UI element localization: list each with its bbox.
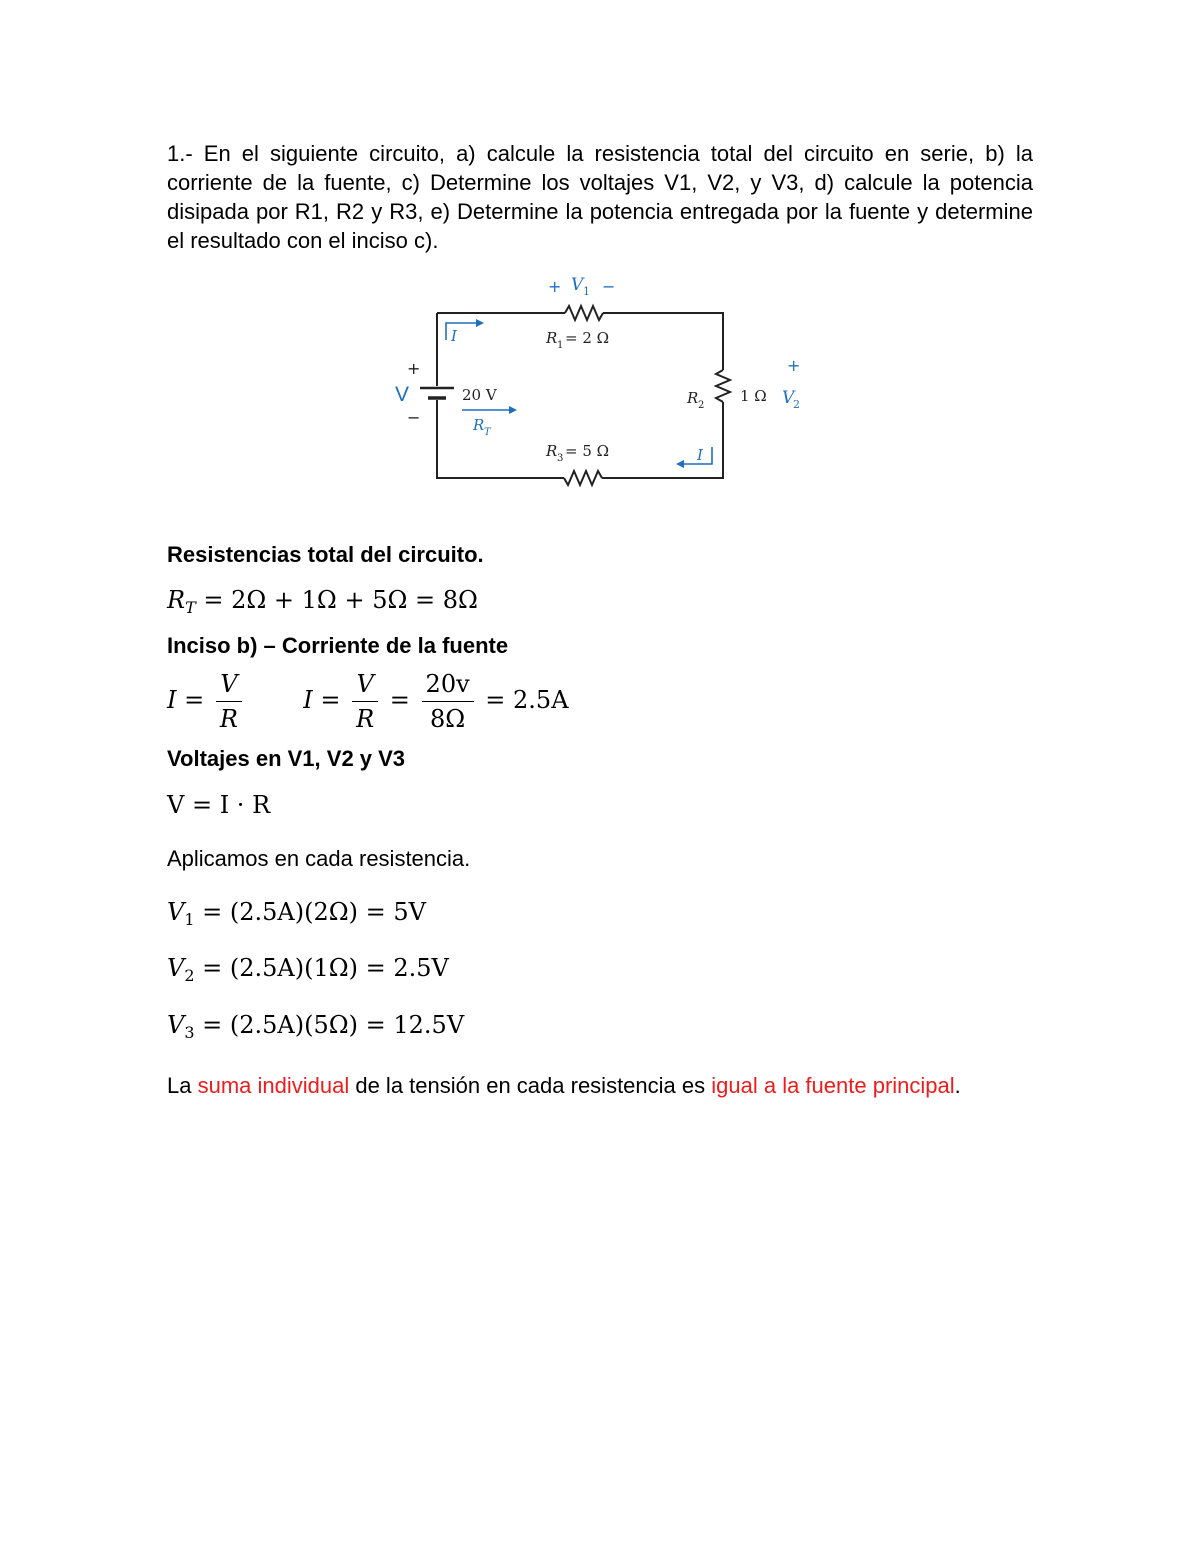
- equation-total-resistance: [167, 586, 478, 617]
- formula-fraction: [216, 669, 242, 734]
- series-circuit-diagram: [380, 270, 820, 500]
- heading-total-resistance: Resistencias total del circuito.: [167, 542, 484, 567]
- rt-label: R: [473, 416, 485, 434]
- v1-minus: −: [602, 277, 616, 296]
- r2-value: 1 Ω: [740, 387, 767, 405]
- resistor-r1: [565, 306, 603, 320]
- v1-rhs: = (2.5A)(2Ω) = 5V: [194, 898, 426, 926]
- source-plus: +: [407, 359, 421, 378]
- current-label-top: I: [451, 327, 457, 345]
- current-arrowhead-top: [476, 319, 484, 327]
- r3-label: R: [546, 442, 558, 460]
- r3-subscript: 3: [557, 453, 564, 464]
- formula-numerator: V: [216, 669, 241, 702]
- calc-lhs: I =: [303, 686, 341, 714]
- conclusion-highlight-1: suma individual: [197, 1073, 350, 1098]
- r2-subscript: 2: [698, 400, 705, 411]
- heading-voltajes: Voltajes en V1, V2 y V3: [167, 746, 406, 771]
- v2-plus: +: [787, 356, 801, 375]
- conclusion-part-3: de la tensión en cada resistencia es: [349, 1073, 712, 1098]
- equation-current: [167, 669, 569, 734]
- eq-rt-symbol: R: [167, 586, 186, 614]
- calc-result: = 2.5A: [485, 686, 569, 714]
- v2-subscript: 2: [793, 398, 800, 411]
- v3-rhs: = (2.5A)(5Ω) = 12.5V: [194, 1011, 465, 1039]
- conclusion-part-1: La: [167, 1073, 198, 1098]
- v1-symbol: V: [167, 898, 185, 926]
- equation-v3: [167, 1011, 464, 1042]
- source-value: 20 V: [462, 386, 497, 404]
- equation-v2: [167, 954, 449, 985]
- resistor-r3: [564, 471, 602, 485]
- v3-sub: 3: [184, 1023, 195, 1042]
- current-label-bottom: I: [697, 446, 703, 464]
- r1-subscript: 1: [557, 340, 564, 351]
- v1-sub: 1: [184, 910, 195, 929]
- source-v-label: V: [395, 383, 410, 406]
- calc-fraction-1: [352, 669, 378, 734]
- calc-denominator-2: 8Ω: [430, 705, 466, 733]
- equation-ohm-law: V = I · R: [167, 791, 271, 819]
- v2-symbol: V: [167, 954, 185, 982]
- v2-sub: 2: [184, 966, 195, 985]
- heading-inciso-b: Inciso b) – Corriente de la fuente: [167, 633, 509, 658]
- wire-right-bottom: [602, 402, 723, 478]
- eq-rt-rhs: = 2Ω + 1Ω + 5Ω = 8Ω: [195, 586, 478, 614]
- v3-symbol: V: [167, 1011, 185, 1039]
- formula-denominator: R: [219, 705, 238, 733]
- calc-numerator-1: V: [352, 669, 377, 702]
- conclusion-part-5: .: [954, 1073, 961, 1098]
- calc-fraction-2: [422, 669, 474, 734]
- current-arrowhead-bottom: [676, 460, 684, 468]
- v1-label: V: [571, 275, 584, 295]
- r1-label: R: [546, 329, 558, 347]
- calc-equals: =: [389, 686, 410, 714]
- wire-top-right: [603, 313, 723, 370]
- v2-label: V: [782, 388, 795, 408]
- v1-plus: +: [548, 277, 562, 296]
- r2-label: R: [687, 389, 699, 407]
- r1-value: = 2 Ω: [565, 329, 610, 347]
- conclusion-highlight-2: igual a la fuente principal: [711, 1073, 955, 1098]
- equation-v1: [167, 898, 426, 929]
- formula-lhs: I =: [167, 686, 205, 714]
- r3-value: = 5 Ω: [565, 442, 610, 460]
- apply-text: Aplicamos en cada resistencia.: [167, 846, 471, 871]
- eq-rt-subscript: T: [185, 598, 196, 617]
- resistor-r2: [716, 370, 730, 402]
- v2-rhs: = (2.5A)(1Ω) = 2.5V: [194, 954, 449, 982]
- calc-denominator-1: R: [356, 705, 375, 733]
- calc-numerator-2: 20v: [422, 669, 474, 702]
- rt-arrowhead: [509, 406, 517, 414]
- source-minus: −: [407, 408, 421, 427]
- wire-bottom-left: [437, 400, 564, 478]
- problem-statement: 1.- En el siguiente circuito, a) calcule la resistencia total del circuito en serie, b) la corriente de la fuente, c) Determine los voltajes V1, V2, y V3, d) calcule la potencia disipada por R1, R2 y R3, e) Determine la potencia entregada por la fuente y determine el resultado con el inciso c).: [167, 141, 1033, 253]
- rt-subscript: T: [484, 427, 491, 438]
- conclusion: [167, 1073, 961, 1099]
- v1-subscript: 1: [583, 285, 590, 298]
